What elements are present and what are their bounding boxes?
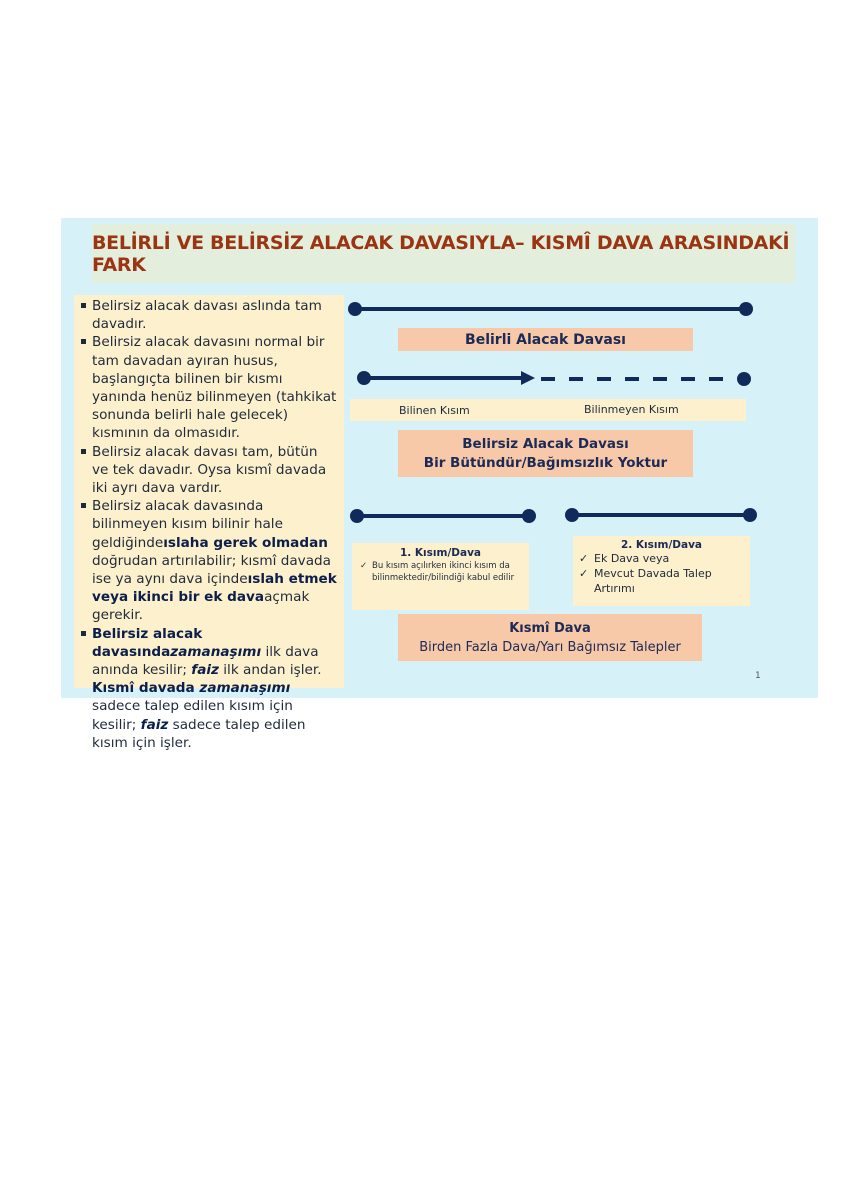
bullet-text-segment: faiz — [191, 662, 219, 679]
bullet-text-segment: Belirsiz alacak davası tam, bütün ve tek davadır. Oysa kısmî davada iki ayrı dava vardır. — [92, 443, 327, 497]
part2-item — [579, 551, 744, 566]
partial-case-box — [398, 614, 702, 661]
bullet-text-segment: ıslah etmek veya ikinci bir ek dava — [92, 571, 337, 606]
bullet-text-segment: sadece talep edilen kısım için işler. — [92, 716, 306, 751]
page-number: 1 — [755, 671, 761, 681]
part2-item — [579, 566, 744, 596]
bullet-text-segment: doğrudan artırılabilir; kısmî davada ise ya aynı dava içinde — [92, 552, 331, 588]
uncertain-case-title: Belirsiz Alacak Davası — [462, 435, 629, 452]
bullet-text-segment: faiz — [140, 716, 169, 733]
part1-item-text: Bu kısım açılırken ikinci kısım da bilinmektedir/bilindiği kabul edilir — [372, 561, 515, 583]
bullet-text-segment: sadece talep edilen kısım için kesilir; — [92, 698, 293, 733]
part2-box — [573, 536, 750, 606]
part2-line — [565, 508, 757, 522]
unknown-part-label: Bilinmeyen Kısım — [584, 403, 679, 416]
part1-box — [352, 543, 529, 610]
part2-heading: 2. Kısım/Dava — [620, 539, 703, 551]
part1-item — [360, 561, 521, 584]
bullet-text-segment: Kısmî davada — [92, 680, 200, 697]
bullet-text-segment: Belirsiz alacak davasında — [92, 625, 203, 660]
partial-case-subtitle: Birden Fazla Dava/Yarı Bağımsız Talepler — [419, 639, 681, 655]
partial-case-title: Kısmî Dava — [509, 620, 591, 636]
bullet-text-segment: Belirsiz alacak davası aslında tam davadır. — [92, 298, 322, 333]
bullet-text-segment: ıslaha gerek olmadan — [163, 534, 328, 551]
check-icon: ✓ — [360, 561, 368, 571]
uncertain-case-subtitle: Bir Bütündür/Bağımsızlık Yoktur — [423, 454, 668, 471]
part2-item-text: Mevcut Davada Talep Artırımı — [594, 567, 712, 595]
check-icon: ✓ — [579, 567, 589, 580]
slide-title: BELİRLİ VE BELİRSİZ ALACAK DAVASIYLA– KISMÎ DAVA ARASINDAKİ FARK — [92, 231, 790, 276]
known-part-label: Bilinen Kısım — [399, 404, 470, 417]
known-case-line — [348, 302, 753, 316]
bullet-text-segment: Belirsiz alacak davasını normal bir tam davadan ayıran husus, başlangıçta bilinen bir kısmı yanında henüz bilinmeyen (tahkikat sonunda belirli hale gelecek) kısmının da olmasıdır. — [92, 334, 337, 442]
bullet-text-segment: Belirsiz alacak davasında bilinmeyen kısım bilinir hale geldiğinde — [92, 498, 283, 551]
known-unknown-strip — [350, 399, 746, 421]
part1-line — [350, 509, 536, 523]
bullet-text-segment: ilk andan işler. — [218, 662, 322, 679]
part1-heading: 1. Kısım/Dava — [399, 547, 482, 559]
slide — [61, 218, 818, 751]
bullet-text-segment: zamanaşımı — [170, 643, 262, 660]
check-icon: ✓ — [579, 552, 589, 565]
bullet-text-segment: açmak gerekir. — [92, 589, 310, 624]
bullet-text-segment: ilk dava anında kesilir; — [92, 643, 319, 679]
part2-item-text: Ek Dava veya — [594, 552, 670, 565]
known-case-box: Belirli Alacak Davası — [398, 328, 693, 351]
uncertain-case-line — [357, 371, 751, 386]
bullet-text-segment: zamanaşımı — [199, 680, 291, 697]
uncertain-case-box — [398, 430, 693, 477]
